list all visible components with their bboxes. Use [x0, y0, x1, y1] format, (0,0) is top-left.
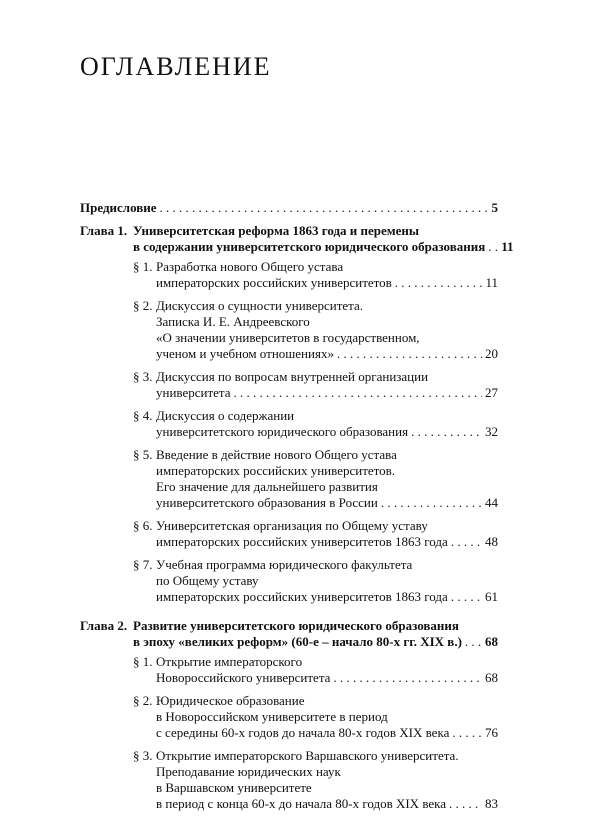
page-number: 68 [485, 670, 498, 685]
section-title-last [156, 534, 498, 550]
section-title-text: университетского юридического образования [156, 424, 409, 439]
section-title-line: Учебная программа юридического факультета [156, 557, 413, 572]
section-title-line: в Новороссийском университете в период [156, 709, 388, 724]
section-title-text: университетского образования в России [156, 495, 378, 510]
section-title [156, 693, 498, 741]
section-title-last [156, 725, 498, 741]
dot-leader [451, 589, 482, 605]
page-number: 48 [485, 534, 498, 549]
section-title [156, 654, 498, 686]
section-title-line: Разработка нового Общего устава [156, 259, 344, 274]
section-title-text: императорских российских университетов 1863 года [156, 589, 448, 604]
section-title-line: в Варшавском университете [156, 780, 312, 795]
page-number: 27 [485, 385, 498, 400]
chapter-label: Глава 2. [80, 618, 128, 633]
toc-section[interactable] [133, 298, 498, 362]
toc-section[interactable] [133, 693, 498, 741]
section-title-line: Открытие императорского Варшавского университета. [156, 748, 459, 763]
chapter-title-last [133, 634, 498, 650]
page-number: 20 [485, 346, 498, 361]
section-title [156, 748, 498, 812]
chapter-body [133, 618, 498, 819]
section-number: § 7. [133, 557, 153, 572]
chapter-title-line: Развитие университетского юридического образования [133, 618, 459, 633]
toc-chapter [80, 223, 514, 612]
section-title-line: Юридическое образование [156, 693, 305, 708]
section-number: § 5. [133, 447, 153, 462]
dot-leader [333, 670, 482, 686]
toc-section[interactable] [133, 408, 498, 440]
dot-leader [160, 200, 489, 216]
section-title [156, 557, 498, 605]
section-title-last [156, 495, 498, 511]
toc-entry-title: Предисловие [80, 200, 157, 215]
section-title [156, 259, 498, 291]
page-number: 76 [485, 725, 498, 740]
dot-leader [337, 346, 482, 362]
page-number: 44 [485, 495, 498, 510]
section-title [156, 408, 498, 440]
dot-leader [488, 239, 498, 255]
toc-section[interactable] [133, 259, 498, 291]
page-number: 32 [485, 424, 498, 439]
table-of-contents [80, 200, 514, 825]
dot-leader [411, 424, 482, 440]
section-title-last [156, 424, 498, 440]
section-number: § 3. [133, 748, 153, 763]
section-title-line: Введение в действие нового Общего устава [156, 447, 397, 462]
section-title-line: императорских российских университетов. [156, 463, 396, 478]
chapter-title-last [133, 239, 514, 255]
section-number: § 2. [133, 693, 153, 708]
section-title-last [156, 346, 498, 362]
toc-section[interactable] [133, 447, 498, 511]
section-title-line: Дискуссия о сущности университета. [156, 298, 364, 313]
dot-leader [465, 634, 482, 650]
page-number: 11 [485, 275, 498, 290]
section-number: § 4. [133, 408, 153, 423]
section-title-text: императорских российских университетов 1863 года [156, 534, 448, 549]
section-title-text: в период с конца 60-х до начала 80-х годов XIX века [156, 796, 447, 811]
section-title-text: императорских российских университетов [156, 275, 392, 290]
section-list [133, 654, 498, 812]
section-title-line: Преподавание юридических наук [156, 764, 341, 779]
section-title-last [156, 589, 498, 605]
dot-leader [452, 725, 482, 741]
section-number: § 2. [133, 298, 153, 313]
section-title-last [156, 670, 498, 686]
section-title-text: университета [156, 385, 231, 400]
dot-leader [381, 495, 482, 511]
section-title-line: по Общему уставу [156, 573, 259, 588]
page-number: 5 [491, 200, 498, 215]
section-number: § 6. [133, 518, 153, 533]
page-number: 68 [485, 634, 498, 649]
section-number: § 1. [133, 259, 153, 274]
page-number: 11 [501, 239, 514, 254]
section-title [156, 447, 498, 511]
section-title-last [156, 385, 498, 401]
section-title-line: Университетская организация по Общему уставу [156, 518, 428, 533]
toc-entry-preface[interactable] [80, 200, 498, 216]
toc-section[interactable] [133, 654, 498, 686]
page-title: ОГЛАВЛЕНИЕ [80, 52, 272, 81]
section-title-line: Открытие императорского [156, 654, 303, 669]
section-title-text: ученом и учебном отношениях» [156, 346, 334, 361]
section-title [156, 369, 498, 401]
section-title-line: «О значении университетов в государственном, [156, 330, 420, 345]
section-title-line: Его значение для дальнейшего развития [156, 479, 378, 494]
page-number: 83 [485, 796, 498, 811]
toc-chapter [80, 618, 498, 819]
chapter-label: Глава 1. [80, 223, 128, 238]
section-title-last [156, 275, 498, 291]
toc-section[interactable] [133, 518, 498, 550]
section-list [133, 259, 498, 605]
section-title-text: с середины 60-х годов до начала 80-х годов XIX века [156, 725, 450, 740]
section-title-last [156, 796, 498, 812]
chapter-title-text: в эпоху «великих реформ» (60-е – начало 80-х гг. XIX в.) [133, 634, 462, 649]
toc-section[interactable] [133, 748, 498, 812]
chapter-title[interactable] [133, 223, 514, 255]
section-title-line: Дискуссия по вопросам внутренней организации [156, 369, 429, 384]
section-title [156, 518, 498, 550]
chapter-title-line: Университетская реформа 1863 года и перемены [133, 223, 420, 238]
section-number: § 3. [133, 369, 153, 384]
section-title-text: Новороссийского университета [156, 670, 331, 685]
toc-section[interactable] [133, 369, 498, 401]
dot-leader [395, 275, 483, 291]
section-number: § 1. [133, 654, 153, 669]
chapter-title[interactable] [133, 618, 498, 650]
chapter-title-text: в содержании университетского юридического образования [133, 239, 486, 254]
page-number: 61 [485, 589, 498, 604]
section-title-line: Записка И. Е. Андреевского [156, 314, 310, 329]
dot-leader [449, 796, 482, 812]
section-title-line: Дискуссия о содержании [156, 408, 295, 423]
dot-leader [451, 534, 482, 550]
dot-leader [234, 385, 482, 401]
section-title [156, 298, 498, 362]
toc-section[interactable] [133, 557, 498, 605]
chapter-body [133, 223, 514, 612]
